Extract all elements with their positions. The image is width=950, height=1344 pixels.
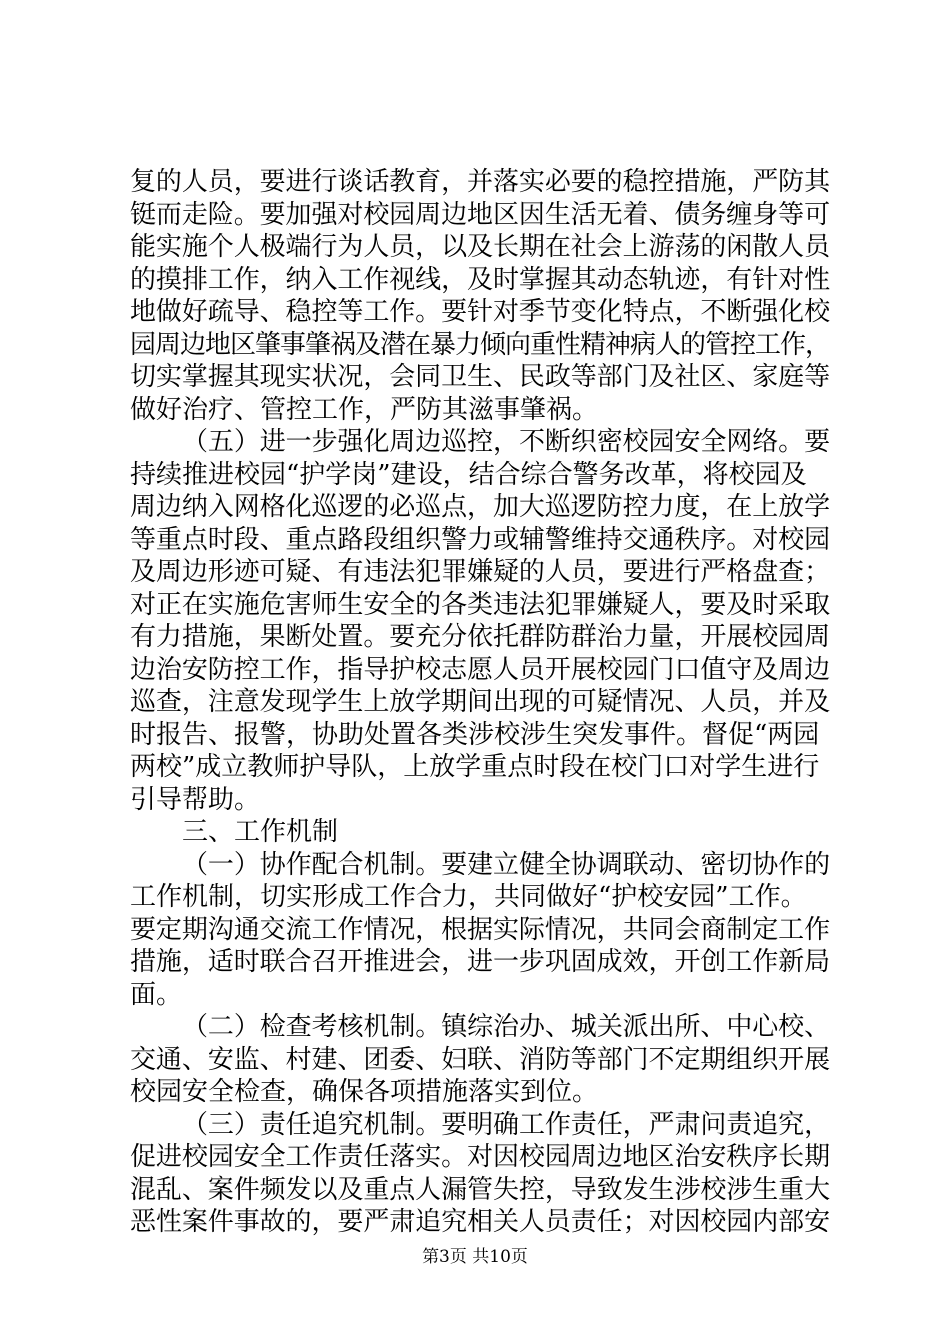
text-line: 地做好疏导、稳控等工作。要针对季节变化特点，不断强化校 (130, 297, 831, 327)
text-line: 的摸排工作，纳入工作视线，及时掌握其动态轨迹，有针对性 (130, 264, 831, 295)
text-line: 工作机制，切实形成工作合力，共同做好“护校安园”工作。 (130, 882, 807, 912)
text-line: 复的人员，要进行谈话教育，并落实必要的稳控措施，严防其 (130, 167, 831, 197)
text-line: （五）进一步强化周边巡控，不断织密校园安全网络。要 (182, 427, 831, 457)
text-line: 面。 (130, 979, 183, 1010)
text-line: （二）检查考核机制。镇综治办、城关派出所、中心校、 (182, 1012, 831, 1042)
document-body (130, 166, 830, 1239)
text-line: 等重点时段、重点路段组织警力或辅警维持交通秩序。对校园 (130, 524, 831, 555)
text-line: 对正在实施危害师生安全的各类违法犯罪嫌疑人，要及时采取 (130, 589, 831, 620)
text-line: 边治安防控工作，指导护校志愿人员开展校园门口值守及周边 (130, 654, 831, 685)
text-line: 措施，适时联合召开推进会，进一步巩固成效，开创工作新局 (130, 947, 831, 977)
text-line: 及周边形迹可疑、有违法犯罪嫌疑的人员，要进行严格盘查； (130, 557, 831, 587)
text-line: 时报告、报警，协助处置各类涉校涉生突发事件。督促“两园 (130, 719, 820, 750)
text-line: 校园安全检查，确保各项措施落实到位。 (130, 1077, 599, 1107)
text-line: 混乱、案件频发以及重点人漏管失控，导致发生涉校涉生重大 (130, 1174, 831, 1205)
text-line: （一）协作配合机制。要建立健全协调联动、密切协作的 (182, 849, 831, 880)
text-line: 园周边地区肇事肇祸及潜在暴力倾向重性精神病人的管控工作， (130, 329, 831, 360)
text-line: 能实施个人极端行为人员，以及长期在社会上游荡的闲散人员 (130, 232, 831, 262)
text-line: 周边纳入网格化巡逻的必巡点，加大巡逻防控力度，在上放学 (130, 492, 831, 522)
text-line: 交通、安监、村建、团委、妇联、消防等部门不定期组织开展 (130, 1044, 831, 1075)
text-line: 三、工作机制 (182, 817, 339, 847)
text-line: 恶性案件事故的，要严肃追究相关人员责任；对因校园内部安 (130, 1207, 831, 1237)
text-line: 两校”成立教师护导队，上放学重点时段在校门口对学生进行 (130, 752, 820, 782)
text-line: 切实掌握其现实状况，会同卫生、民政等部门及社区、家庭等 (130, 362, 831, 392)
text-line: （三）责任追究机制。要明确工作责任，严肃问责追究， (182, 1109, 831, 1140)
text-line: 巡查，注意发现学生上放学期间出现的可疑情况、人员，并及 (130, 687, 831, 717)
text-line: 促进校园安全工作责任落实。对因校园周边地区治安秩序长期 (130, 1142, 831, 1172)
text-line: 要定期沟通交流工作情况，根据实际情况，共同会商制定工作 (130, 914, 831, 945)
text-line: 持续推进校园“护学岗”建设，结合综合警务改革，将校园及 (130, 459, 807, 490)
text-line: 铤而走险。要加强对校园周边地区因生活无着、债务缠身等可 (130, 199, 831, 230)
page-number-footer: 第3页 共10页 (422, 1247, 528, 1267)
text-line: 引导帮助。 (130, 784, 261, 815)
text-line: 有力措施，果断处置。要充分依托群防群治力量，开展校园周 (130, 622, 831, 652)
text-line: 做好治疗、管控工作，严防其滋事肇祸。 (130, 394, 599, 425)
